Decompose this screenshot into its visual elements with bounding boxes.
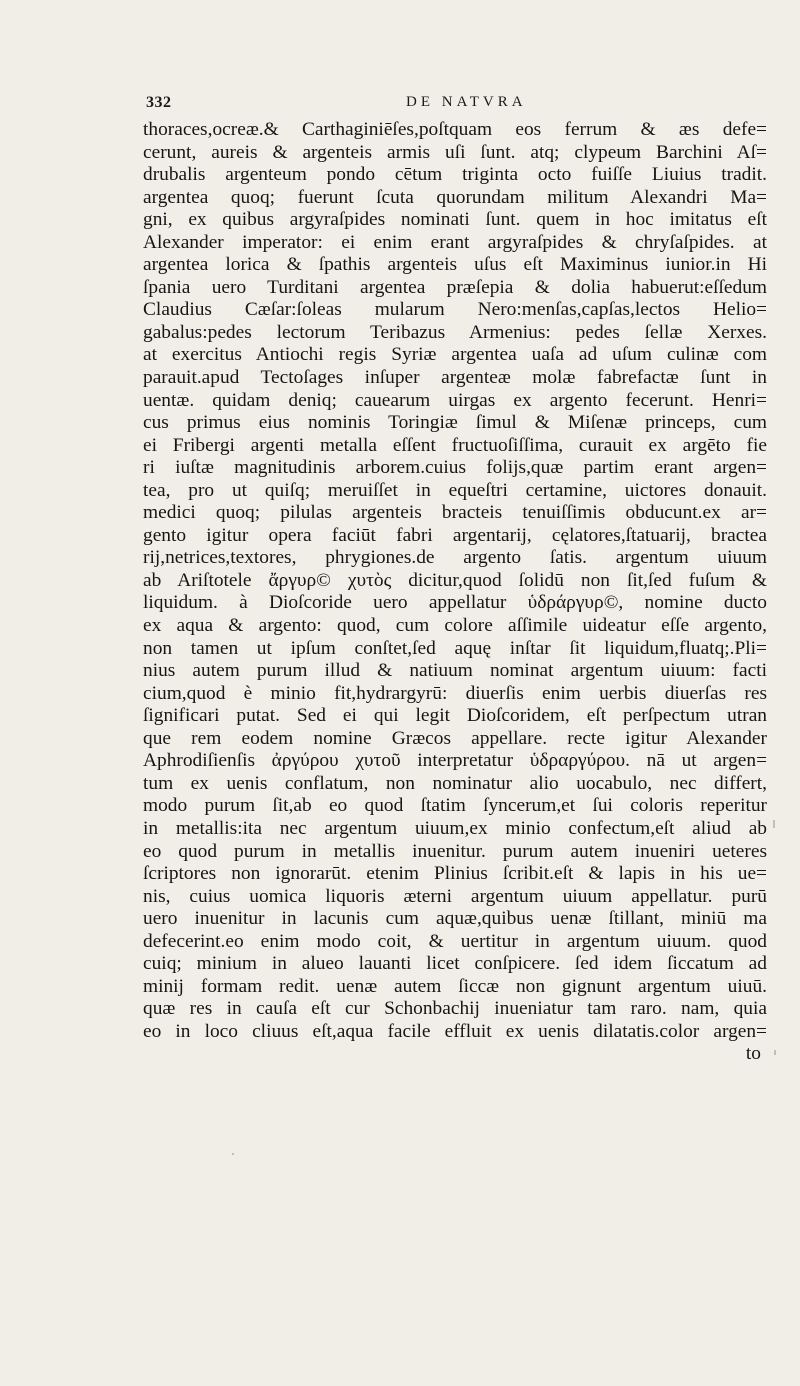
- text-line: ei Fribergi argenti metalla eſſent fructuoſiſſima, curauit ex argēto fie: [143, 434, 767, 456]
- text-line: medici quoq; pilulas argenteis bracteis tenuiſſimis obducunt.ex ar=: [143, 502, 767, 524]
- text-line: ſcriptores non ignorarūt. etenim Plinius ſcribit.eſt & lapis in his ue=: [143, 863, 767, 885]
- text-line: defecerint.eo enim modo coit, & uertitur in argentum uiuum. quod: [143, 930, 767, 952]
- text-line: minij formam redit. uenæ autem ſiccæ non gignunt argentum uiuū.: [143, 975, 767, 997]
- text-line: gni, ex quibus argyraſpides nominati ſunt. quem in hoc imitatus eſt: [143, 209, 767, 231]
- text-line: liquidum. à Dioſcoride uero appellatur ὑδράργυρ©, nomine ducto: [143, 592, 767, 614]
- text-line: nius autem purum illud & natiuum nominat argentum uiuum: facti: [143, 660, 767, 682]
- text-line: rij,netrices,textores, phrygiones.de argento ſatis. argentum uiuum: [143, 547, 767, 569]
- text-line: drubalis argenteum pondo cētum triginta octo fuiſſe Liuius tradit.: [143, 164, 767, 186]
- text-line: Aphrodiſienſis ἀργύρου χυτοῦ interpretatur ὑδραργύρου. nā ut argen=: [143, 750, 767, 772]
- text-line: tea, pro ut quiſq; meruiſſet in equeſtri certamine, uictores donauit.: [143, 479, 767, 501]
- text-line: at exercitus Antiochi regis Syriæ argentea uaſa ad uſum culinæ com: [143, 344, 767, 366]
- text-line: ri iuſtæ magnitudinis arborem.cuius folijs,quæ partim erant argen=: [143, 457, 767, 479]
- text-line: eo in loco cliuus eſt,aqua facile effluit ex uenis dilatatis.color argen=: [143, 1020, 767, 1042]
- text-line: cerunt, aureis & argenteis armis uſi ſunt. atq; clypeum Barchini Aſ=: [143, 141, 767, 163]
- main-text-block: [143, 119, 767, 1066]
- text-line: thoraces,ocreæ.& Carthaginiēſes,poſtquam eos ferrum & æs defe=: [143, 119, 767, 140]
- text-line: ſpania uero Turditani argentea præſepia & dolia habuerut:eſſedum: [143, 276, 767, 298]
- text-line: cium,quod è minio fit,hydrargyrū: diuerſis enim uerbis diuerſas res: [143, 682, 767, 704]
- scan-speck: [232, 1153, 234, 1155]
- text-line: modo purum ſit,ab eo quod ſtatim ſyncerum,et ſui coloris reperitur: [143, 795, 767, 817]
- text-line: eo quod purum in metallis inuenitur. purum autem inueniri ueteres: [143, 840, 767, 862]
- text-line: uentæ. quidam deniq; cauearum uirgas ex argento fecerunt. Henri=: [143, 389, 767, 411]
- text-line: non tamen ut ipſum conſtet,ſed aquę inſtar ſit liquidum,fluatq;.Pli=: [143, 637, 767, 659]
- running-head: DE NATVRA: [406, 94, 527, 110]
- text-line: gabalus:pedes lectorum Teribazus Armenius: pedes ſellæ Xerxes.: [143, 321, 767, 343]
- text-line: nis, cuius uomica liquoris æterni argentum uiuum appellatur. purū: [143, 885, 767, 907]
- scan-speck: [773, 820, 775, 828]
- text-line: que rem eodem nomine Græcos appellare. recte igitur Alexander: [143, 727, 767, 749]
- page-number: 332: [146, 94, 172, 111]
- text-line: gento igitur opera faciūt fabri argentarij, cęlatores,ſtatuarij, bractea: [143, 524, 767, 546]
- text-line: argentea quoq; fuerunt ſcuta quorundam militum Alexandri Ma=: [143, 186, 767, 208]
- text-line: argentea lorica & ſpathis argenteis uſus eſt Maximinus iunior.in Hi: [143, 254, 767, 276]
- text-line: cus primus eius nominis Toringiæ ſimul & Miſenæ princeps, cum: [143, 412, 767, 434]
- page-header: [144, 94, 764, 118]
- text-line: ex aqua & argento: quod, cum colore aſſimile uideatur eſſe argento,: [143, 615, 767, 637]
- text-line: cuiq; minium in alueo lauanti licet conſpicere. ſed idem ſiccatum ad: [143, 953, 767, 975]
- catchword: to: [745, 1043, 761, 1065]
- scan-speck: [774, 1050, 776, 1055]
- text-line: parauit.apud Tectoſages inſuper argenteæ molæ fabrefactæ ſunt in: [143, 367, 767, 389]
- text-line: Alexander imperator: ei enim erant argyraſpides & chryſaſpides. at: [143, 231, 767, 253]
- text-line: uero inuenitur in lacunis cum aquæ,quibus uenæ ſtillant, miniū ma: [143, 908, 767, 930]
- text-line: Claudius Cæſar:ſoleas mularum Nero:menſas,capſas,lectos Helio=: [143, 299, 767, 321]
- text-line: in metallis:ita nec argentum uiuum,ex minio confectum,eſt aliud ab: [143, 817, 767, 839]
- text-line: ab Ariſtotele ἄργυρ© χυτὸς dicitur,quod ſolidū non ſit,ſed fuſum &: [143, 569, 767, 591]
- text-line: ſignificari putat. Sed ei qui legit Dioſcoridem, eſt perſpectum utran: [143, 705, 767, 727]
- text-line: quæ res in cauſa eſt cur Schonbachij inueniatur tam raro. nam, quia: [143, 998, 767, 1020]
- text-line: tum ex uenis conflatum, non nominatur alio uocabulo, nec differt,: [143, 772, 767, 794]
